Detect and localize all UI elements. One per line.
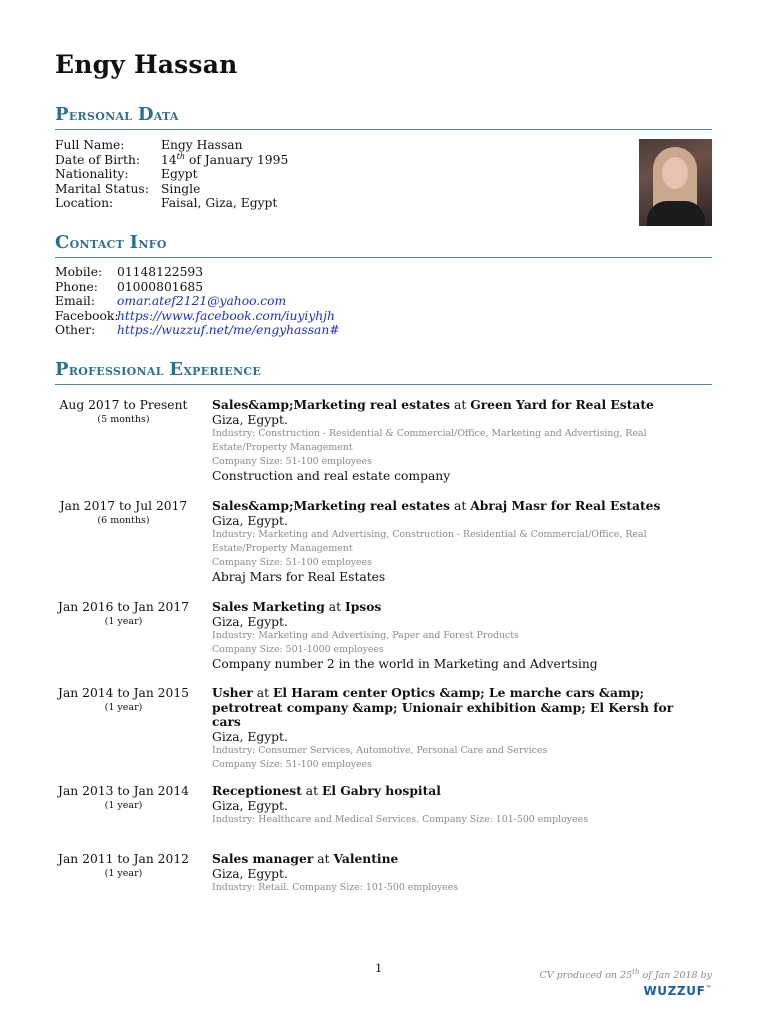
experience-body [212, 600, 682, 672]
phone-row [55, 280, 340, 295]
experience-company-size: Company Size: 51-100 employees [212, 456, 372, 468]
marital-status-row [55, 182, 288, 197]
experience-duration: (5 months) [97, 413, 150, 425]
experience-body [212, 784, 682, 827]
experience-title: Sales manager at Valentine [212, 851, 399, 866]
full-name-value: Engy Hassan [161, 138, 243, 152]
dob-label: Date of Birth: [55, 152, 141, 167]
experience-industry: Industry: Marketing and Advertising, Construction - Residential & Commercial/Office, Real Estate/Property Management [212, 529, 647, 555]
footer-text: CV produced on 25th of Jan 2018 by [539, 967, 712, 981]
experience-industry: Industry: Consumer Services, Automotive, Personal Care and Services [212, 745, 548, 757]
email-row [55, 294, 340, 309]
experience-title: Usher at El Haram center Optics &amp; Le marche cars &amp; petrotreat company &amp; Unionair exhibition &amp; El Kersh for cars [212, 685, 674, 730]
experience-date: Jan 2016 to Jan 2017 (1 year) [55, 600, 192, 629]
experience-industry: Industry: Retail. Company Size: 101-500 employees [212, 882, 459, 894]
dob-row [55, 153, 288, 168]
experience-duration: (1 year) [104, 615, 143, 627]
experience-industry: Industry: Healthcare and Medical Services. Company Size: 101-500 employees [212, 814, 589, 826]
other-link[interactable]: https://wuzzuf.net/me/engyhassan# [117, 323, 340, 338]
marital-status-label: Marital Status: [55, 181, 149, 196]
mobile-label: Mobile: [55, 265, 103, 279]
experience-duration: (1 year) [104, 799, 143, 811]
experience-duration: (6 months) [97, 514, 150, 526]
footer-credit [539, 969, 712, 998]
location-value: Faisal, Giza, Egypt [161, 196, 278, 211]
experience-description: Company number 2 in the world in Marketing and Advertsing [212, 657, 598, 672]
location-row [55, 196, 288, 211]
email-link[interactable]: omar.atef2121@yahoo.com [117, 294, 287, 309]
experience-title: Sales&amp;Marketing real estates at Abraj Masr for Real Estates [212, 498, 661, 513]
experience-title: Sales Marketing at Ipsos [212, 599, 382, 614]
experience-date: Aug 2017 to Present (5 months) [55, 398, 192, 427]
contact-info-list [55, 265, 340, 338]
mobile-value: 01148122593 [117, 265, 204, 279]
profile-photo [639, 139, 712, 226]
experience-location: Giza, Egypt. [212, 513, 288, 528]
experience-date: Jan 2013 to Jan 2014 (1 year) [55, 784, 192, 813]
experience-duration: (1 year) [104, 701, 143, 713]
experience-body [212, 852, 682, 895]
experience-location: Giza, Egypt. [212, 798, 288, 813]
experience-date: Jan 2011 to Jan 2012 (1 year) [55, 852, 192, 881]
other-label: Other: [55, 323, 96, 338]
section-title-personal-data: Personal Data [55, 104, 712, 130]
experience-title: Receptionest at El Gabry hospital [212, 783, 441, 798]
experience-description: Construction and real estate company [212, 469, 451, 484]
facebook-row [55, 309, 340, 324]
experience-industry: Industry: Marketing and Advertising, Paper and Forest Products [212, 630, 519, 642]
facebook-label: Facebook: [55, 308, 119, 323]
experience-company-size: Company Size: 501-1000 employees [212, 644, 384, 656]
cv-page [55, 0, 712, 1024]
phone-label: Phone: [55, 279, 98, 294]
experience-body [212, 686, 682, 772]
dob-value: 14th of January 1995 [161, 151, 289, 167]
experience-location: Giza, Egypt. [212, 729, 288, 744]
experience-date: Jan 2017 to Jul 2017 (6 months) [55, 499, 192, 528]
nationality-label: Nationality: [55, 167, 129, 182]
experience-location: Giza, Egypt. [212, 412, 288, 427]
mobile-row [55, 265, 340, 280]
experience-body [212, 499, 682, 585]
experience-company-size: Company Size: 51-100 employees [212, 759, 372, 771]
nationality-value: Egypt [161, 167, 198, 182]
wuzzuf-logo: WUZZUF™ [643, 984, 712, 998]
experience-duration: (1 year) [104, 867, 143, 879]
email-label: Email: [55, 294, 95, 309]
phone-value: 01000801685 [117, 279, 204, 294]
experience-location: Giza, Egypt. [212, 614, 288, 629]
experience-location: Giza, Egypt. [212, 866, 288, 881]
experience-description: Abraj Mars for Real Estates [212, 570, 386, 585]
full-name-row [55, 138, 288, 153]
full-name-label: Full Name: [55, 138, 125, 152]
marital-status-value: Single [161, 181, 201, 196]
experience-title: Sales&amp;Marketing real estates at Green Yard for Real Estate [212, 397, 654, 412]
location-label: Location: [55, 196, 114, 211]
experience-date: Jan 2014 to Jan 2015 (1 year) [55, 686, 192, 715]
nationality-row [55, 167, 288, 182]
page-number: 1 [375, 961, 383, 975]
facebook-link[interactable]: https://www.facebook.com/iuyiyhjh [117, 308, 335, 323]
other-row [55, 323, 340, 338]
candidate-name: Engy Hassan [55, 50, 238, 79]
section-title-contact-info: Contact Info [55, 232, 712, 258]
experience-industry: Industry: Construction - Residential & Commercial/Office, Marketing and Advertising, Real Estate/Property Management [212, 428, 647, 454]
experience-body [212, 398, 682, 484]
section-title-professional-experience: Professional Experience [55, 359, 712, 385]
experience-company-size: Company Size: 51-100 employees [212, 557, 372, 569]
personal-data-list [55, 138, 288, 211]
